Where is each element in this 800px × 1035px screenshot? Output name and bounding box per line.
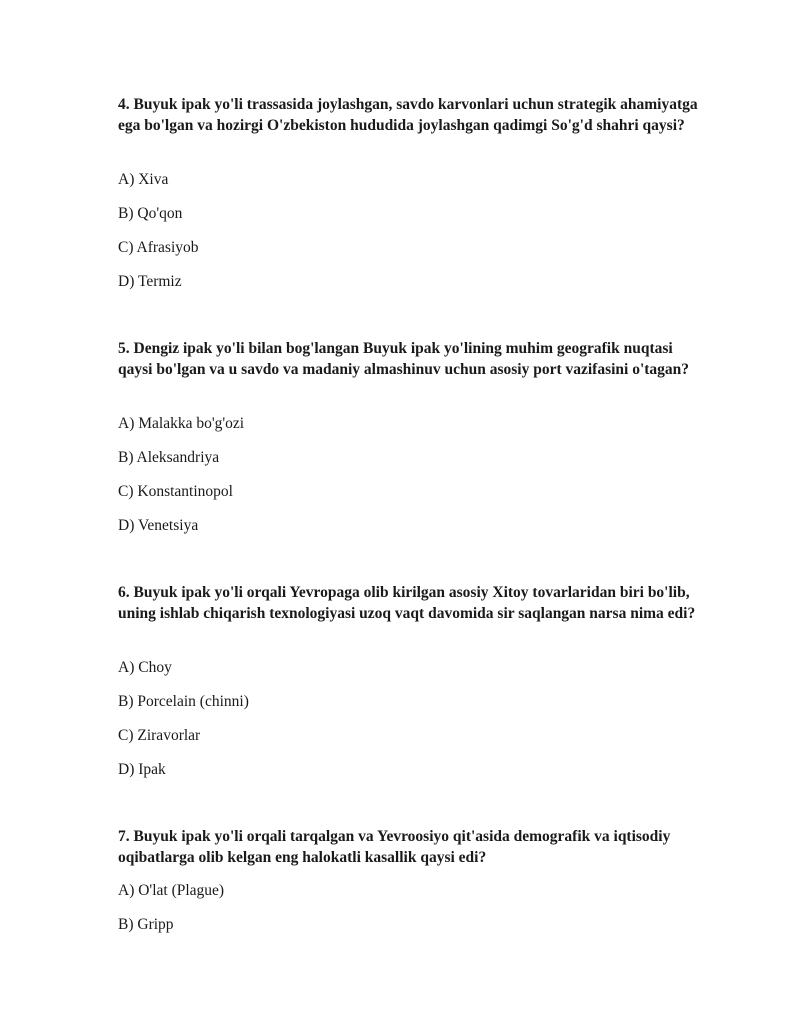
answer-option-c: C) Konstantinopol <box>118 483 233 500</box>
answer-option-b: B) Porcelain (chinni) <box>118 693 249 710</box>
answer-option-c: C) Afrasiyob <box>118 239 199 256</box>
question-6 <box>118 582 698 778</box>
question-5 <box>118 338 698 534</box>
question-4 <box>118 94 698 290</box>
answer-option-b: B) Aleksandriya <box>118 449 220 466</box>
question-7 <box>118 826 698 933</box>
question-text: 5. Dengiz ipak yo'li bilan bog'langan Buyuk ipak yo'lining muhim geografik nuqtasi qaysi bo'lgan va u savdo va madaniy almashinuv uchun asosiy port vazifasini o'tagan? <box>118 340 690 378</box>
question-text: 7. Buyuk ipak yo'li orqali tarqalgan va Yevroosiyo qit'asida demografik va iqtisodiy oqibatlarga olib kelgan eng halokatli kasallik qaysi edi? <box>118 828 671 866</box>
answer-option-d: D) Venetsiya <box>118 517 199 534</box>
answer-option-a: A) O'lat (Plague) <box>118 882 225 899</box>
answer-option-c: C) Ziravorlar <box>118 727 201 744</box>
answer-option-b: B) Gripp <box>118 916 174 933</box>
answer-option-a: A) Xiva <box>118 171 169 188</box>
question-text: 4. Buyuk ipak yo'li trassasida joylashgan, savdo karvonlari uchun strategik ahamiyatga ega bo'lgan va hozirgi O'zbekiston hududida joylashgan qadimgi So'g'd shahri qaysi? <box>118 96 698 134</box>
answer-option-d: D) Termiz <box>118 273 182 290</box>
answer-option-d: D) Ipak <box>118 761 166 778</box>
answer-option-a: A) Choy <box>118 659 172 676</box>
answer-option-b: B) Qo'qon <box>118 205 183 222</box>
answer-option-a: A) Malakka bo'g'ozi <box>118 415 245 432</box>
question-text: 6. Buyuk ipak yo'li orqali Yevropaga olib kirilgan asosiy Xitoy tovarlaridan biri bo'lib, uning ishlab chiqarish texnologiyasi uzoq vaqt davomida sir saqlangan narsa nima edi? <box>118 584 696 622</box>
